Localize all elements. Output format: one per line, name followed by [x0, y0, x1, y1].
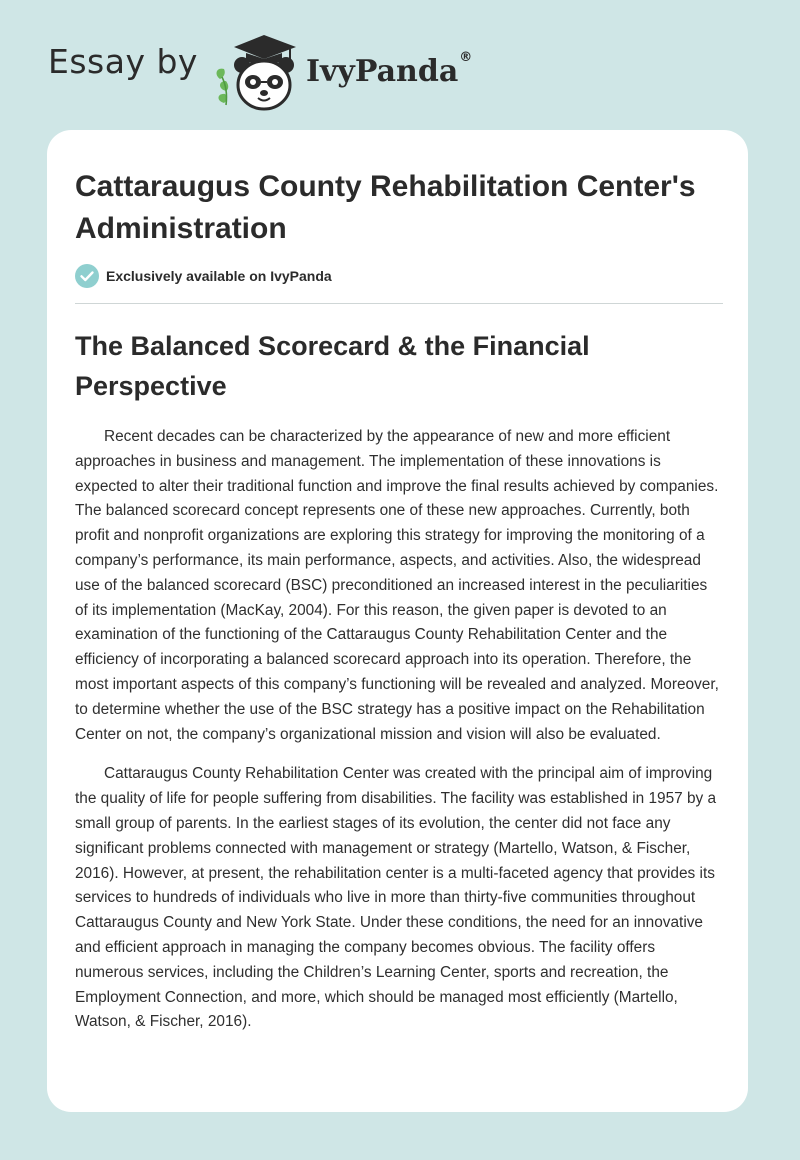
essay-by-label: Essay by	[48, 41, 198, 81]
ivypanda-logo-icon[interactable]	[212, 27, 304, 119]
paragraph: Cattaraugus County Rehabilitation Center was created with the principal aim of improving the quality of life for people suffering from disabilities. The facility was established in 1957 by a small group of parents. In the earliest stages of its evolution, the center did not face any significant problems connected with management or strategy (Martello, Watson, & Fischer, 2016). However, at present, the rehabilitation center is a multi-faceted agency that provides its services to hundreds of individuals who live in more than thirty-five communities throughout Cattaraugus County and New York State. Under these conditions, the need for an innovative and efficient approach in managing the company becomes obvious. The facility offers numerous services, including the Children’s Learning Center, sports and recreation, the Employment Connection, and more, which should be managed most efficiently (Martello, Watson, & Fischer, 2016).	[75, 765, 717, 1031]
divider	[75, 303, 723, 304]
registered-mark: ®	[459, 49, 473, 65]
article-body	[75, 425, 723, 1050]
article-title: Cattaraugus County Rehabilitation Center's Administration	[75, 170, 696, 245]
article-card	[47, 130, 748, 1112]
check-circle-icon	[75, 264, 99, 288]
site-header	[48, 28, 472, 118]
exclusive-badge	[75, 264, 332, 288]
section-title: The Balanced Scorecard & the Financial Perspective	[75, 331, 590, 401]
brand-name[interactable]: IvyPanda®	[305, 49, 473, 89]
exclusive-badge-label: Exclusively available on IvyPanda	[106, 268, 332, 284]
paragraph: Recent decades can be characterized by the appearance of new and more efficient approaches in business and management. The implementation of these innovations is expected to alter their traditional function and improve the final results achieved by companies. The balanced scorecard concept represents one of these new approaches. Currently, both profit and nonprofit organizations are exploring this strategy for improving the monitoring of a company’s performance, its main performance, aspects, and activities. Also, the widespread use of the balanced scorecard (BSC) preconditioned an increased interest in the peculiarities of its implementation (MacKay, 2004). For this reason, the given paper is devoted to an examination of the functioning of the Cattaraugus County Rehabilitation Center and the efficiency of incorporating a balanced scorecard approach into its operation. Therefore, the most important aspects of this company’s functioning will be revealed and analyzed. Moreover, to determine whether the use of the BSC strategy has a positive impact on the Rehabilitation Center on not, the company’s organizational mission and vision will also be evaluated.	[75, 428, 719, 743]
